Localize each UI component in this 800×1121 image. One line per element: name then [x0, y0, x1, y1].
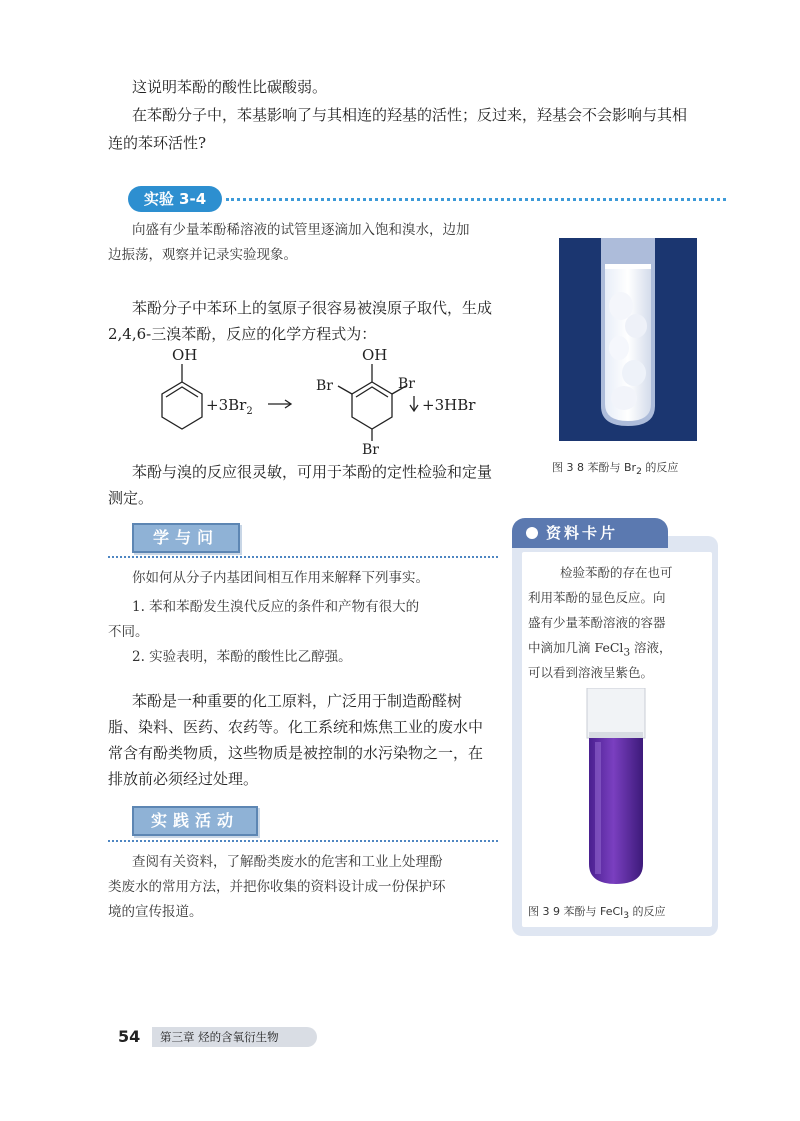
bromination-equation: [140, 344, 500, 454]
svg-text:+3Br2: [206, 396, 253, 417]
practice-line-3: 境的宣传报道。: [108, 904, 203, 920]
card-line-5: 可以看到溶液呈紫色。: [528, 665, 654, 680]
uses-line-1: 苯酚是一种重要的化工原料，广泛用于制造酚醛树: [132, 692, 463, 710]
study-banner: 学与问: [132, 523, 240, 553]
phenol-ring: [162, 382, 202, 429]
study-divider: [108, 556, 498, 558]
bullet-icon: [526, 527, 538, 539]
br-bottom-label: Br: [362, 442, 379, 454]
study-question-2: 2. 实验表明，苯酚的酸性比乙醇强。: [132, 649, 352, 665]
page-number: 54: [118, 1027, 141, 1046]
intro-line-1: 这说明苯酚的酸性比碳酸弱。: [132, 78, 328, 96]
practice-line-1: 查阅有关资料，了解酚类废水的危害和工业上处理酚: [132, 854, 443, 870]
experiment-label: 实验 3-4: [128, 186, 222, 212]
figure-38-caption: 图 3 8 苯酚与 $Br_2$ 的反应: [552, 461, 679, 478]
practice-banner: 实践活动: [132, 806, 258, 836]
data-card-title: 资料卡片: [512, 518, 668, 548]
experiment-text-2: 边振荡，观察并记录实验现象。: [108, 247, 297, 263]
study-question-intro: 你如何从分子内基团间相互作用来解释下列事实。: [132, 570, 429, 586]
practice-divider: [108, 840, 498, 842]
uses-line-2: 脂、染料、医药、农药等。化工系统和炼焦工业的废水中: [108, 718, 484, 736]
br-left-label: Br: [316, 378, 333, 394]
card-line-3: 盛有少量苯酚溶液的容器: [528, 615, 666, 630]
br-right-label: Br: [398, 376, 415, 392]
experiment-text-1: 向盛有少量苯酚稀溶液的试管里逐滴加入饱和溴水，边加: [132, 222, 470, 238]
tribromophenol-ring: [352, 382, 392, 429]
conclusion-line-2: 测定。: [108, 489, 154, 507]
reagent-label: +3Br: [206, 396, 247, 414]
uses-line-3: 常含有酚类物质，这些物质是被控制的水污染物之一，在: [108, 744, 484, 762]
study-question-1-line-2: 不同。: [108, 624, 149, 640]
explain-line-1: 苯酚分子中苯环上的氢原子很容易被溴原子取代，生成: [132, 299, 493, 317]
figure-38-photo: [559, 238, 697, 441]
figure-39-caption: 图 3 9 苯酚与 FeCl$_3$ 的反应: [528, 905, 666, 922]
oh-label-product: OH: [362, 346, 388, 364]
card-line-2: 利用苯酚的显色反应。向: [528, 590, 666, 605]
uses-line-4: 排放前必须经过处理。: [108, 770, 259, 788]
study-question-1-line-1: 1. 苯和苯酚发生溴代反应的条件和产物有很大的: [132, 599, 420, 615]
conclusion-line-1: 苯酚与溴的反应很灵敏，可用于苯酚的定性检验和定量: [132, 463, 493, 481]
byproduct-label: +3HBr: [422, 396, 476, 414]
card-line-1: 检验苯酚的存在也可: [560, 565, 673, 580]
intro-line-3: 连的苯环活性?: [108, 134, 207, 152]
oh-label-reactant: OH: [172, 346, 198, 364]
figure-39-photo: [547, 688, 697, 890]
chapter-title: 第三章 烃的含氧衍生物: [152, 1027, 317, 1047]
experiment-divider: [226, 198, 726, 201]
intro-line-2: 在苯酚分子中，苯基影响了与其相连的羟基的活性；反过来，羟基会不会影响与其相: [132, 106, 688, 124]
explain-line-2: 2,4,6-三溴苯酚，反应的化学方程式为：: [108, 325, 377, 343]
card-line-4: 中滴加几滴 FeCl$_3$ 溶液，: [528, 640, 672, 659]
practice-line-2: 类废水的常用方法，并把你收集的资料设计成一份保护环: [108, 879, 446, 895]
reagent-subscript: 2: [246, 406, 253, 417]
